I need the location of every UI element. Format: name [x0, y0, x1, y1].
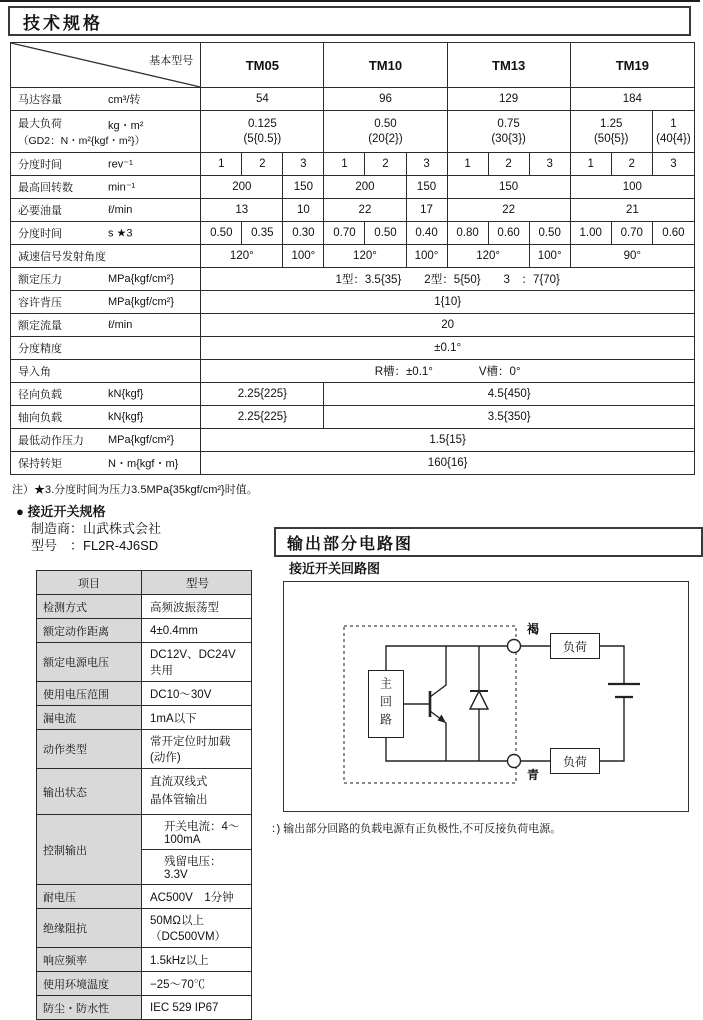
spec-cell: 22 [447, 199, 570, 222]
spec-cell: 2.25{225} [201, 383, 324, 406]
table-row [11, 88, 695, 111]
spec-row-label: 最高回转数 min⁻¹ [11, 176, 201, 199]
row-value: 4±0.4mm [142, 619, 252, 643]
spec-cell: 3 [406, 153, 447, 176]
switch-spec-table [36, 570, 252, 1020]
table-row [11, 268, 695, 291]
spec-cell: 1 (40{4}) [652, 111, 694, 153]
spec-row-label: 容许背压 MPa{kgf/cm²} [11, 291, 201, 314]
table-row [11, 176, 695, 199]
table-row [11, 199, 695, 222]
row-value: IEC 529 IP67 [142, 996, 252, 1020]
spec-row-label: 保持转矩 N・m{kgf・m} [11, 452, 201, 475]
table-header-row [37, 571, 252, 595]
row-key: 使用电压范围 [37, 682, 142, 706]
spec-cell: 120° [324, 245, 406, 268]
bullet-icon: ● [16, 504, 24, 519]
model-header: TM05 [201, 43, 324, 88]
row-value: 直流双线式 晶体管输出 [142, 769, 252, 815]
circuit-diagram [283, 581, 689, 812]
spec-cell: 0.50 (20{2}) [324, 111, 447, 153]
table-row [11, 429, 695, 452]
spec-cell: 150 [406, 176, 447, 199]
table-header-row [11, 43, 695, 88]
spec-cell: 0.70 [324, 222, 365, 245]
row-value: 残留电压：3.3V [142, 850, 252, 885]
spec-cell: 2 [611, 153, 652, 176]
table-row [37, 815, 252, 850]
row-unit-text: kg・m² [108, 120, 144, 132]
row-key: 额定动作距离 [37, 619, 142, 643]
spec-cell: R槽：±0.1° V槽：0° [201, 360, 695, 383]
spec-cell: 129 [447, 88, 570, 111]
spec-cell: 1 [324, 153, 365, 176]
page-title [8, 6, 691, 36]
model-header: TM10 [324, 43, 447, 88]
top-divider [0, 0, 700, 2]
spec-cell: 0.75 (30{3}) [447, 111, 570, 153]
row-value: 常开定位时加载(动作) [142, 730, 252, 769]
spec-cell: 0.60 [488, 222, 529, 245]
spec-cell: 1型：3.5{35} 2型：5{50} 3 ：7{70} [201, 268, 695, 291]
spec-cell: 120° [201, 245, 283, 268]
spec-cell: 160{16} [201, 452, 695, 475]
spec-row-label: 导入角 [11, 360, 201, 383]
row-value: 1mA以下 [142, 706, 252, 730]
spec-table [10, 42, 695, 475]
spec-row-label: 分度精度 [11, 337, 201, 360]
spec-cell: 100° [406, 245, 447, 268]
terminal-label-blue: 青 [527, 768, 540, 782]
column-header-model: 型号 [142, 571, 252, 595]
spec-cell: 3 [652, 153, 694, 176]
manufacturer-line: 制造商：山武株式会社 [31, 521, 162, 536]
row-key: 输出状态 [37, 769, 142, 815]
spec-cell: 3.5{350} [324, 406, 695, 429]
terminal-bottom-icon [508, 755, 521, 768]
spec-cell: 13 [201, 199, 283, 222]
circuit-section-title [274, 527, 703, 557]
spec-cell: 2.25{225} [201, 406, 324, 429]
table-row [37, 885, 252, 909]
spec-cell: 184 [570, 88, 694, 111]
switch-spec-heading-text: 接近开关规格 [27, 504, 106, 519]
circuit-note: ：) 输出部分回路的负载电源有正负极性,不可反接负荷电源。 [271, 823, 562, 835]
row-unit-text: cm³/转 [108, 94, 141, 106]
table-row [11, 383, 695, 406]
spec-cell: 150 [447, 176, 570, 199]
spec-row-label: 轴向负载 kN{kgf} [11, 406, 201, 429]
table-row [37, 619, 252, 643]
row-key: 额定电源电压 [37, 643, 142, 682]
table-row [37, 595, 252, 619]
spec-cell: 0.80 [447, 222, 488, 245]
spec-cell: 3 [283, 153, 324, 176]
circuit-subtitle: 接近开关回路图 [289, 561, 381, 576]
spec-cell: 20 [201, 314, 695, 337]
load-box-top: 负荷 [550, 633, 600, 659]
table-row [11, 337, 695, 360]
row-key: 使用环境温度 [37, 972, 142, 996]
spec-row-label: 额定压力 MPa{kgf/cm²} [11, 268, 201, 291]
table-row [37, 730, 252, 769]
spec-cell: 1 [201, 153, 242, 176]
spec-row-label: 分度时间 s ★3 [11, 222, 201, 245]
row-value: AC500V 1分钟 [142, 885, 252, 909]
column-header-item: 项目 [37, 571, 142, 595]
spec-cell: 200 [201, 176, 283, 199]
spec-cell: 200 [324, 176, 406, 199]
spec-cell: 0.30 [283, 222, 324, 245]
spec-cell: 1 [447, 153, 488, 176]
row-key: 检测方式 [37, 595, 142, 619]
spec-cell: 10 [283, 199, 324, 222]
table-row [37, 948, 252, 972]
spec-row-label: 额定流量 ℓ/min [11, 314, 201, 337]
table-row [11, 111, 695, 153]
table-row [11, 222, 695, 245]
spec-cell: ±0.1° [201, 337, 695, 360]
spec-note: 注）★3.分度时间为压力3.5MPa{35kgf/cm²}时值。 [12, 484, 258, 496]
corner-cell [11, 43, 201, 88]
page-title-text: 技术规格 [23, 13, 103, 33]
main-circuit-block: 主回路 [368, 670, 404, 738]
circuit-section-title-text: 输出部分电路图 [287, 535, 414, 553]
table-row [11, 314, 695, 337]
diode-icon [470, 646, 488, 761]
row-key: 控制输出 [37, 815, 142, 885]
circuit-wires [284, 582, 688, 811]
row-value: 开关电流：4～100mA [142, 815, 252, 850]
spec-cell: 100° [529, 245, 570, 268]
spec-cell: 90° [570, 245, 694, 268]
row-key: 防尘・防水性 [37, 996, 142, 1020]
row-value: 高频波振荡型 [142, 595, 252, 619]
spec-cell: 96 [324, 88, 447, 111]
spec-cell: 21 [570, 199, 694, 222]
model-number-line: 型号 ：FL2R-4J6SD [31, 538, 159, 553]
transistor-icon [430, 646, 446, 761]
row-value: DC10～30V [142, 682, 252, 706]
row-key: 响应频率 [37, 948, 142, 972]
row-key: 动作类型 [37, 730, 142, 769]
terminal-label-brown: 褐 [527, 622, 540, 636]
row-value: 50MΩ以上（DC500VM） [142, 909, 252, 948]
spec-cell: 0.70 [611, 222, 652, 245]
table-row [11, 291, 695, 314]
spec-cell: 100° [283, 245, 324, 268]
spec-cell: 4.5{450} [324, 383, 695, 406]
spec-row-label: 最低动作压力 MPa{kgf/cm²} [11, 429, 201, 452]
table-row [37, 996, 252, 1020]
row-value: DC12V、DC24V共用 [142, 643, 252, 682]
spec-cell: 2 [365, 153, 406, 176]
spec-cell: 3 [529, 153, 570, 176]
spec-cell: 100 [570, 176, 694, 199]
table-row [11, 245, 695, 268]
spec-row-label [11, 111, 201, 153]
spec-row-label: 减速信号发射角度 [11, 245, 201, 268]
row-label-text: 最大负荷 [18, 118, 62, 130]
load-box-bottom: 负荷 [550, 748, 600, 774]
table-row [37, 909, 252, 948]
model-header: TM13 [447, 43, 570, 88]
spec-cell: 0.50 [529, 222, 570, 245]
spec-row-label: 必要油量 ℓ/min [11, 199, 201, 222]
spec-cell: 1{10} [201, 291, 695, 314]
spec-cell: 17 [406, 199, 447, 222]
row-label-text: 马达容量 [18, 94, 62, 106]
table-row [37, 972, 252, 996]
spec-cell: 1.25 (50{5}) [570, 111, 652, 153]
table-row [37, 682, 252, 706]
row-key: 漏电流 [37, 706, 142, 730]
spec-row-label: 径向负载 kN{kgf} [11, 383, 201, 406]
spec-cell: 1.5{15} [201, 429, 695, 452]
spec-cell: 0.35 [242, 222, 283, 245]
table-row [37, 643, 252, 682]
battery-icon [608, 684, 640, 697]
spec-cell: 0.50 [365, 222, 406, 245]
terminal-top-icon [508, 640, 521, 653]
spec-row-label: 分度时间 rev⁻¹ [11, 153, 201, 176]
spec-cell: 1.00 [570, 222, 611, 245]
spec-cell: 2 [242, 153, 283, 176]
spec-cell: 0.60 [652, 222, 694, 245]
spec-cell: 0.125 (5{0.5}) [201, 111, 324, 153]
row-key: 绝缘阻抗 [37, 909, 142, 948]
corner-label: 基本型号 [149, 55, 194, 67]
table-row [11, 406, 695, 429]
spec-cell: 120° [447, 245, 529, 268]
table-row [37, 706, 252, 730]
spec-cell: 22 [324, 199, 406, 222]
spec-cell: 54 [201, 88, 324, 111]
row-key: 耐电压 [37, 885, 142, 909]
table-row [11, 360, 695, 383]
model-header: TM19 [570, 43, 694, 88]
table-row [11, 452, 695, 475]
spec-cell: 1 [570, 153, 611, 176]
table-row [37, 769, 252, 815]
row-value: −25～70℃ [142, 972, 252, 996]
spec-cell: 2 [488, 153, 529, 176]
spec-cell: 0.50 [201, 222, 242, 245]
row-value: 1.5kHz以上 [142, 948, 252, 972]
spec-cell: 150 [283, 176, 324, 199]
row-label-subtext: （GD2：N・m²{kgf・m²}） [18, 135, 146, 147]
table-row [11, 153, 695, 176]
spec-row-label [11, 88, 201, 111]
spec-cell: 0.40 [406, 222, 447, 245]
